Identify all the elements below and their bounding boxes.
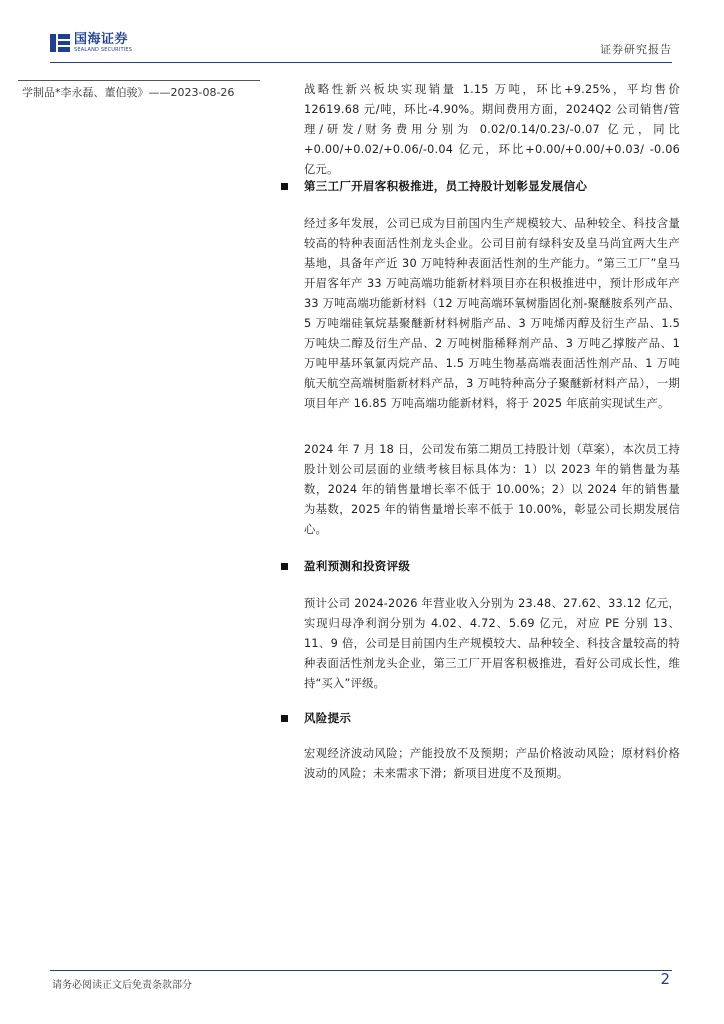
logo-name-cn: 国海证券 (74, 32, 129, 47)
paragraph-text: 经过多年发展，公司已成为目前国内生产规模较大、品种较全、科技含量较高的特种表面活性剂龙头企业。公司目前有绿科安及皇马尚宜两大生产基地，具备年产近 30 万吨特种表面活性剂的生产能力。“第三工厂”皇马开眉客年产 33 万吨高端功能新材料项目亦在积极推进中，预计形成年产 33 万吨高端功能新材料（12 万吨高端环氧树脂固化剂-聚醚胺系列产品、5 万吨端硅氧烷基聚醚新材料树脂产品、3 万吨烯丙醇及衍生产品、1.5 万吨炔二醇及衍生产品、2 万吨树脂稀释剂产品、3 万吨乙撑胺产品、1 万吨甲基环氧氯丙烷产品、1.5 万吨生物基高端表面活性剂产品、1 万吨航天航空高端树脂新材料产品，3 万吨特种高分子聚醚新材料产品），一期项目年产 16.85 万吨高端功能新材料，将于 2025 年底前实现试生产。 (304, 217, 680, 410)
bullet-square-icon (281, 715, 288, 722)
paragraph-text: 2024 年 7 月 18 日，公司发布第二期员工持股计划（草案），本次员工持股计划公司层面的业绩考核目标具体为：1）以 2023 年的销售量为基数，2024 年的销售量增长率不低于 10.00%；2）以 2024 年的销售量为基数，2025 年的销售量增长率不低于 10.00%，彰显公司长期发展信心。 (304, 443, 680, 536)
related-report-reference: 学制品*李永磊、董伯骏》——2023-08-26 (22, 86, 235, 99)
paragraph-sales-and-expenses (304, 80, 680, 180)
section-title: 盈利预测和投资评级 (304, 559, 411, 573)
disclaimer-note: 请务必阅读正文后免责条款部分 (52, 980, 192, 991)
paragraph-risk-notice (304, 744, 680, 784)
header-divider (50, 62, 672, 63)
logo-name-en: SEALAND SECURITIES (74, 47, 133, 53)
page-header (0, 0, 724, 66)
bullet-square-icon (281, 183, 288, 190)
paragraph-text: 宏观经济波动风险；产能投放不及预期；产品价格波动风险；原材料价格波动的风险；未来需求下滑；新项目进度不及预期。 (304, 747, 680, 780)
section-title: 第三工厂开眉客积极推进，员工持股计划彰显发展信心 (304, 179, 588, 193)
logo-icon (50, 32, 70, 54)
page-number: 2 (660, 970, 670, 988)
paragraph-text: 战略性新兴板块实现销量 1.15 万吨，环比+9.25%，平均售价 12619.68 元/吨，环比-4.90%。期间费用方面，2024Q2 公司销售/管理/研发/财务费用分别为 0.02/0.14/0.23/-0.07 亿元，同比+0.00/+0.02/+0.06/-0.04 亿元，环比+0.00/+0.00/+0.03/ -0.06 亿元。 (304, 83, 680, 176)
paragraph-profit-forecast (304, 594, 680, 694)
paragraph-company-overview (304, 214, 680, 414)
paragraph-text: 预计公司 2024-2026 年营业收入分别为 23.48、27.62、33.12 亿元，实现归母净利润分别为 4.02、4.72、5.69 亿元，对应 PE 分别 13、11、9 倍，公司是目前国内生产规模较大、品种较全、科技含量较高的特种表面活性剂龙头企业，第三工厂开眉客积极推进，看好公司成长性，维持“买入”评级。 (304, 597, 680, 690)
section-title: 风险提示 (304, 711, 352, 725)
section-heading-risk (281, 710, 351, 726)
paragraph-employee-stock-plan (304, 440, 680, 540)
section-heading-forecast (281, 558, 410, 574)
bullet-square-icon (281, 563, 288, 570)
section-heading-third-factory (281, 178, 587, 194)
company-logo (50, 30, 132, 56)
sidebar-divider (18, 80, 260, 81)
footer-divider (50, 970, 672, 971)
document-type-label: 证券研究报告 (600, 43, 672, 56)
